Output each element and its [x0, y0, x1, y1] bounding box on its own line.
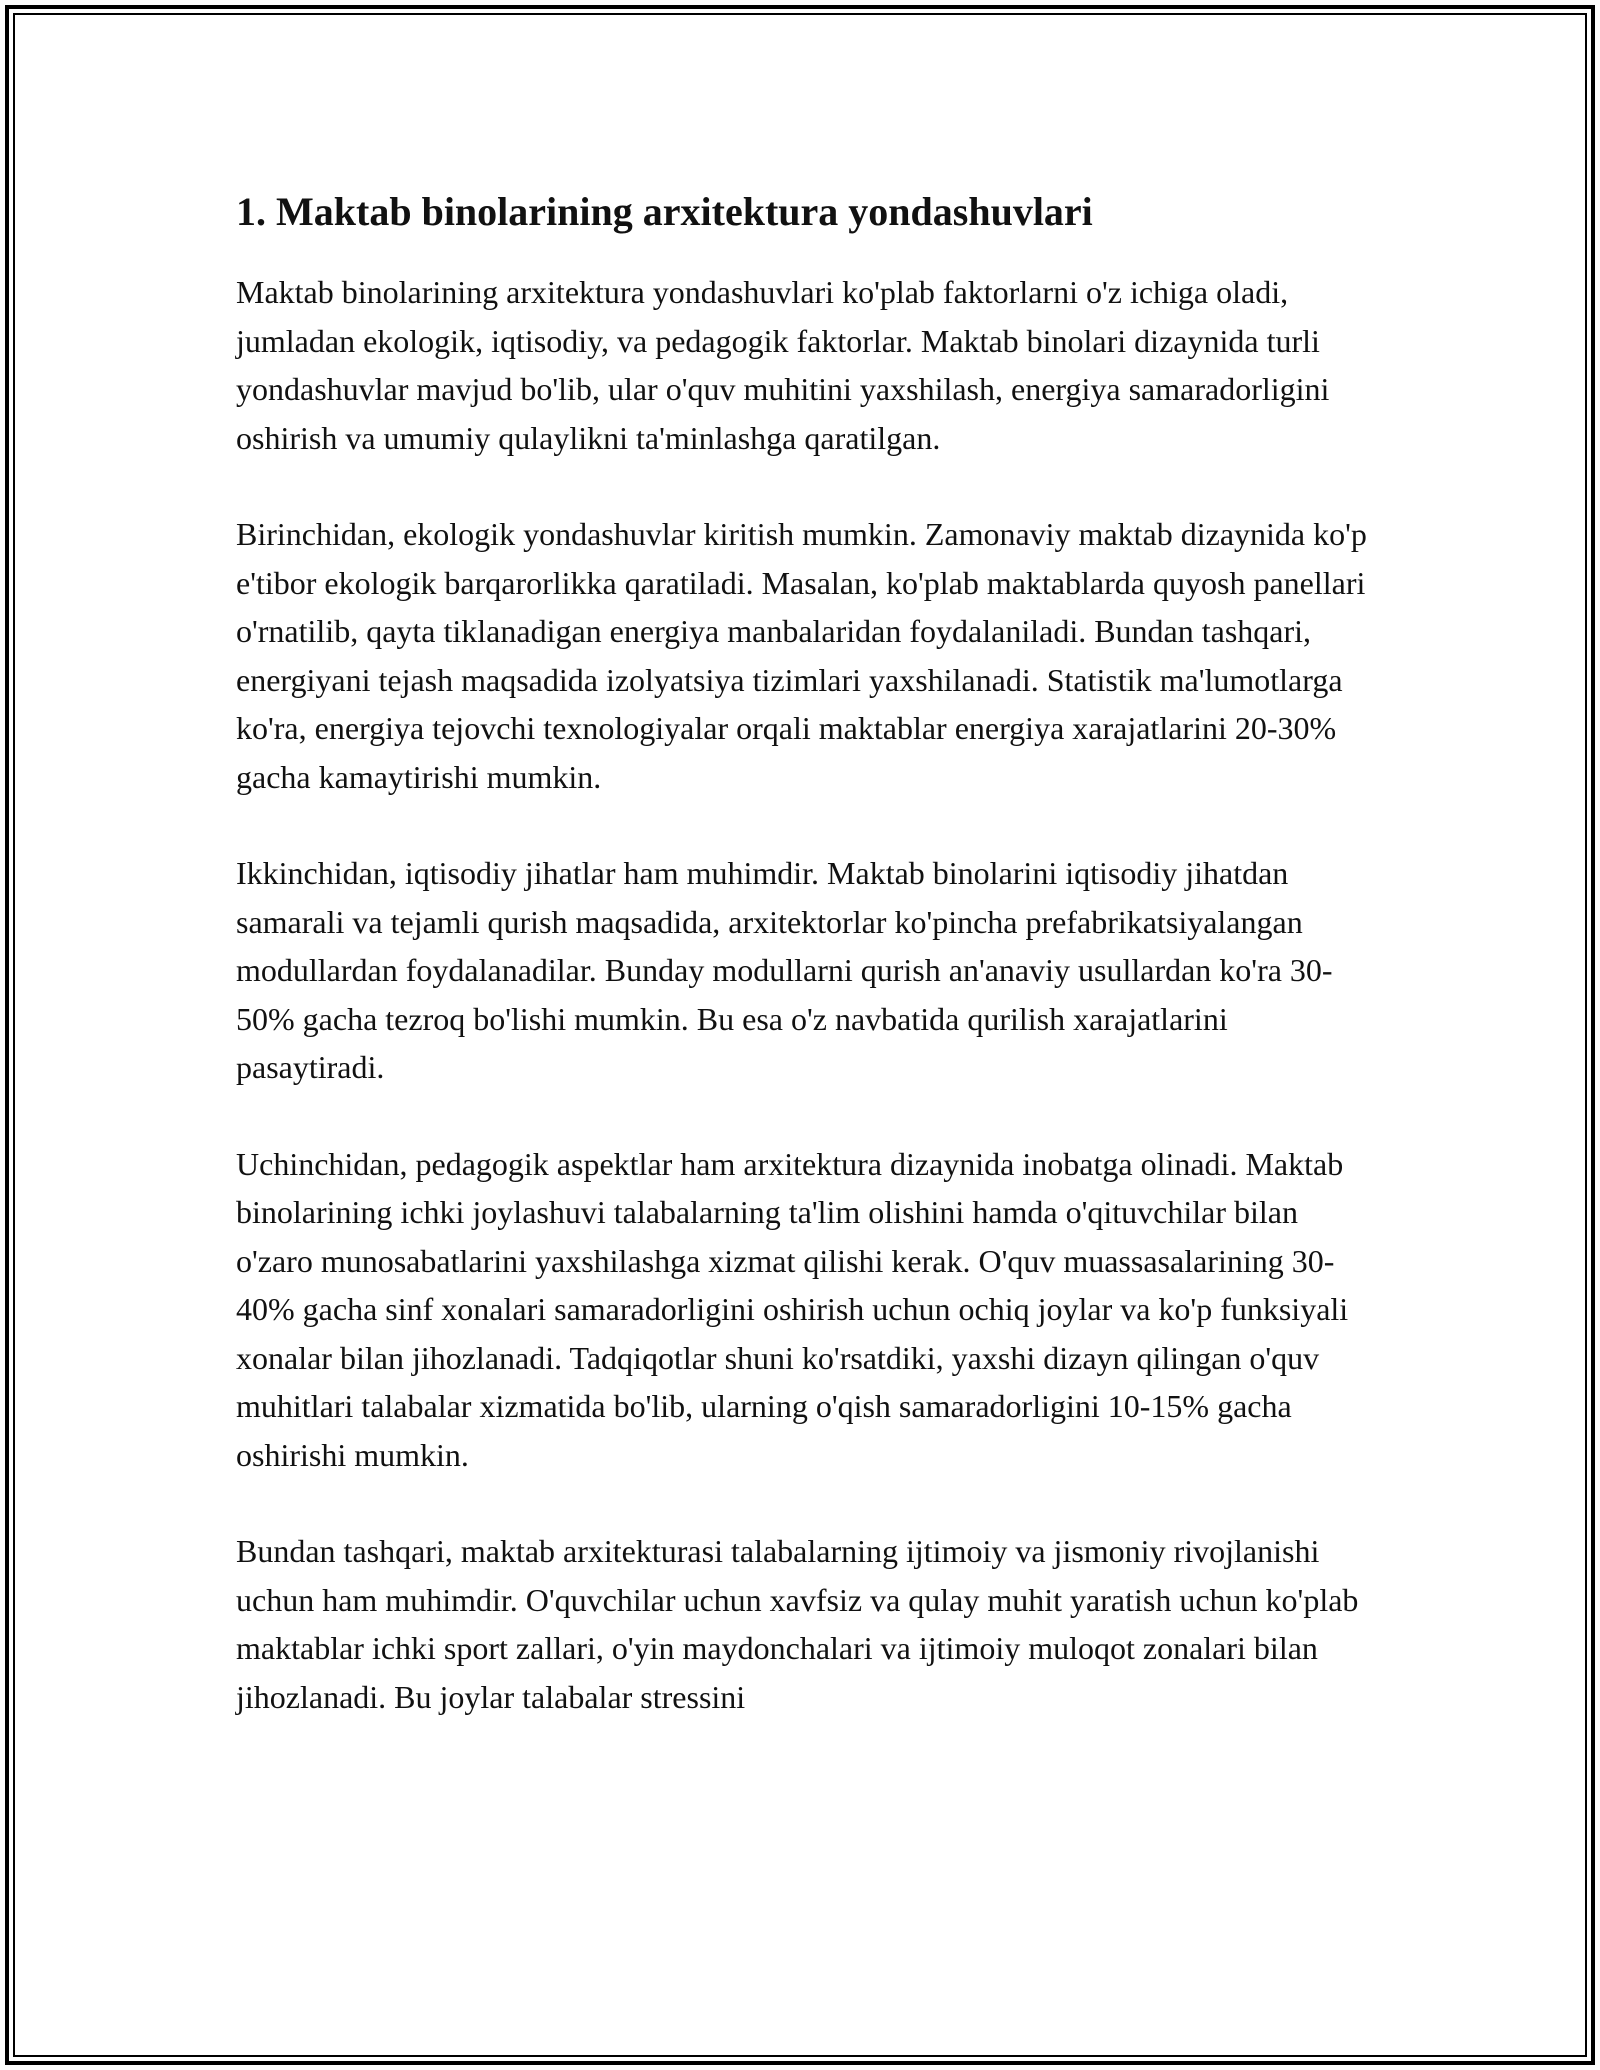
paragraph-intro: Maktab binolarining arxitektura yondashuvlari ko'plab faktorlarni o'z ichiga oladi, jumladan ekologik, iqtisodiy, va pedagogik faktorlar. Maktab binolari dizaynida turli yondashuvlar mavjud bo'lib, ular o'quv muhitini yaxshilash, energiya samaradorligini oshirish va umumiy qulaylikni ta'minlashga qaratilgan.	[236, 274, 1330, 456]
paragraph-economic: Ikkinchidan, iqtisodiy jihatlar ham muhimdir. Maktab binolarini iqtisodiy jihatdan samarali va tejamli qurish maqsadida, arxitektorlar ko'pincha prefabrikatsiyalangan modullardan foydalanadilar. Bunday modullarni qurish an'anaviy usullardan ko'ra 30-50% gacha tezroq bo'lishi mumkin. Bu esa o'z navbatida qurilish xarajatlarini pasaytiradi.	[236, 855, 1333, 1085]
section-heading: 1. Maktab binolarining arxitektura yondashuvlari	[236, 189, 1093, 234]
paragraph-pedagogical: Uchinchidan, pedagogik aspektlar ham arxitektura dizaynida inobatga olinadi. Maktab binolarining ichki joylashuvi talabalarning ta'lim olishini hamda o'qituvchilar bilan o'zaro munosabatlarini yaxshilashga xizmat qilishi kerak. O'quv muassasalarining 30-40% gacha sinf xonalari samaradorligini oshirish uchun ochiq joylar va ko'p funksiyali xonalar bilan jihozlanadi. Tadqiqotlar shuni ko'rsatdiki, yaxshi dizayn qilingan o'quv muhitlari talabalar xizmatida bo'lib, ularning o'qish samaradorligini 10-15% gacha oshirishi mumkin.	[236, 1145, 1349, 1473]
paragraph-social: Bundan tashqari, maktab arxitekturasi talabalarning ijtimoiy va jismoniy rivojlanishi uchun ham muhimdir. O'quvchilar uchun xavfsiz va qulay muhit yaratish uchun ko'plab maktablar ichki sport zallari, o'yin maydonchalari va ijtimoiy muloqot zonalari bilan jihozlanadi. Bu joylar talabalar stressini	[236, 1533, 1359, 1715]
document-body	[236, 184, 1376, 1769]
paragraph-ecological: Birinchidan, ekologik yondashuvlar kiritish mumkin. Zamonaviy maktab dizaynida ko'p e'tibor ekologik barqarorlikka qaratiladi. Masalan, ko'plab maktablarda quyosh panellari o'rnatilib, qayta tiklanadigan energiya manbalaridan foydalaniladi. Bundan tashqari, energiyani tejash maqsadida izolyatsiya tizimlari yaxshilanadi. Statistik ma'lumotlarga ko'ra, energiya tejovchi texnologiyalar orqali maktablar energiya xarajatlarini 20-30% gacha kamaytirishi mumkin.	[236, 516, 1367, 795]
